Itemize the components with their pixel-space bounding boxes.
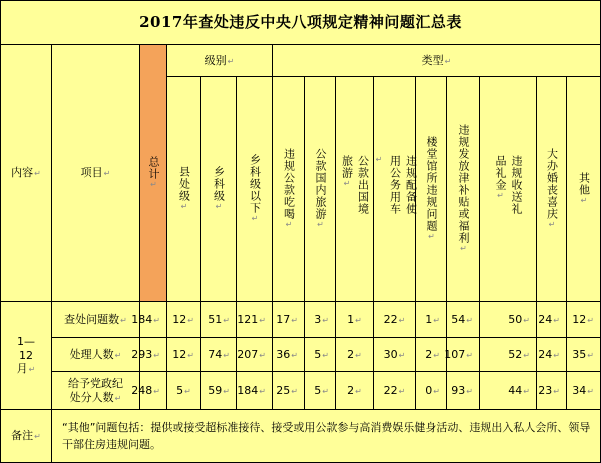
header-type-gifts: 违规收送礼品礼金 ↵ (480, 77, 537, 302)
row-discipline-domestic-travel: 5 ↵ (305, 372, 336, 410)
row-people-county: 12 ↵ (167, 338, 201, 372)
row-discipline-weddings: 23 ↵ (537, 372, 567, 410)
period-cell: 1—12月 ↵ (0, 302, 52, 410)
row-issues-total: 184 ↵ (140, 302, 167, 338)
row-discipline-buildings: 0 ↵ (416, 372, 447, 410)
row-people-buildings: 2 ↵ (416, 338, 447, 372)
row-people-dining: 36 ↵ (273, 338, 305, 372)
row-label-people: 处理人数 ↵ (52, 338, 140, 372)
header-type-subsidies: 违规发放津补贴或福利 ↵ (447, 77, 480, 302)
row-people-domestic-travel: 5 ↵ (305, 338, 336, 372)
row-discipline-overseas-travel: 2 ↵ (336, 372, 374, 410)
row-discipline-township: 59 ↵ (201, 372, 237, 410)
header-type-dining: 违规公款吃喝 ↵ (273, 77, 305, 302)
row-discipline-subsidies: 93 ↵ (447, 372, 480, 410)
row-people-weddings: 24 ↵ (537, 338, 567, 372)
row-issues-dining: 17 ↵ (273, 302, 305, 338)
row-issues-vehicles: 22 ↵ (374, 302, 416, 338)
row-issues-below: 121 ↵ (237, 302, 273, 338)
header-level-group: 级别 ↵ (167, 45, 273, 77)
row-label-discipline: 给予党政纪处分人数 ↵ (52, 372, 140, 410)
row-people-township: 74 ↵ (201, 338, 237, 372)
note-text: “其他”问题包括：提供或接受超标准接待、接受或用公款参与高消费娱乐健身活动、违规出入私人会所、领导干部住房违规问题。 (52, 410, 601, 463)
header-item: 项目 ↵ (52, 45, 140, 302)
header-type-domestic-travel: 公款国内旅游 ↵ (305, 77, 336, 302)
row-issues-county: 12 ↵ (167, 302, 201, 338)
header-level-township: 乡科级 ↵ (201, 77, 237, 302)
header-type-group: 类型 ↵ (273, 45, 601, 77)
row-label-issues: 查处问题数 ↵ (52, 302, 140, 338)
header-type-buildings: 楼堂馆所违规问题 ↵ (416, 77, 447, 302)
header-type-vehicles: 违规配备使用公务用车 ↵ (374, 77, 416, 302)
row-issues-township: 51 ↵ (201, 302, 237, 338)
row-people-other: 35 ↵ (567, 338, 601, 372)
row-discipline-other: 34 ↵ (567, 372, 601, 410)
row-people-vehicles: 30 ↵ (374, 338, 416, 372)
header-type-other: 其他 ↵ (567, 77, 601, 302)
note-label: 备注 ↵ (0, 410, 52, 463)
row-issues-subsidies: 54 ↵ (447, 302, 480, 338)
row-discipline-gifts: 44 ↵ (480, 372, 537, 410)
header-level-below: 乡科级以下 ↵ (237, 77, 273, 302)
row-discipline-below: 184 ↵ (237, 372, 273, 410)
row-discipline-county: 5 ↵ (167, 372, 201, 410)
row-issues-weddings: 24 ↵ (537, 302, 567, 338)
row-discipline-dining: 25 ↵ (273, 372, 305, 410)
table-title: 2017年查处违反中央八项规定精神问题汇总表 (0, 0, 601, 45)
row-people-subsidies: 107 ↵ (447, 338, 480, 372)
header-type-overseas-travel: 公款出国境旅游 ↵ (336, 77, 374, 302)
row-people-total: 293 ↵ (140, 338, 167, 372)
row-issues-overseas-travel: 1 ↵ (336, 302, 374, 338)
header-content: 内容 ↵ (0, 45, 52, 302)
row-discipline-vehicles: 22 ↵ (374, 372, 416, 410)
header-type-weddings: 大办婚丧喜庆 ↵ (537, 77, 567, 302)
row-people-gifts: 52 ↵ (480, 338, 537, 372)
header-level-county: 县处级 ↵ (167, 77, 201, 302)
row-people-below: 207 ↵ (237, 338, 273, 372)
row-issues-other: 12 ↵ (567, 302, 601, 338)
row-discipline-total: 248 ↵ (140, 372, 167, 410)
header-total: 总计 ↵ (140, 45, 167, 302)
row-people-overseas-travel: 2 ↵ (336, 338, 374, 372)
row-issues-buildings: 1 ↵ (416, 302, 447, 338)
row-issues-domestic-travel: 3 ↵ (305, 302, 336, 338)
row-issues-gifts: 50 ↵ (480, 302, 537, 338)
